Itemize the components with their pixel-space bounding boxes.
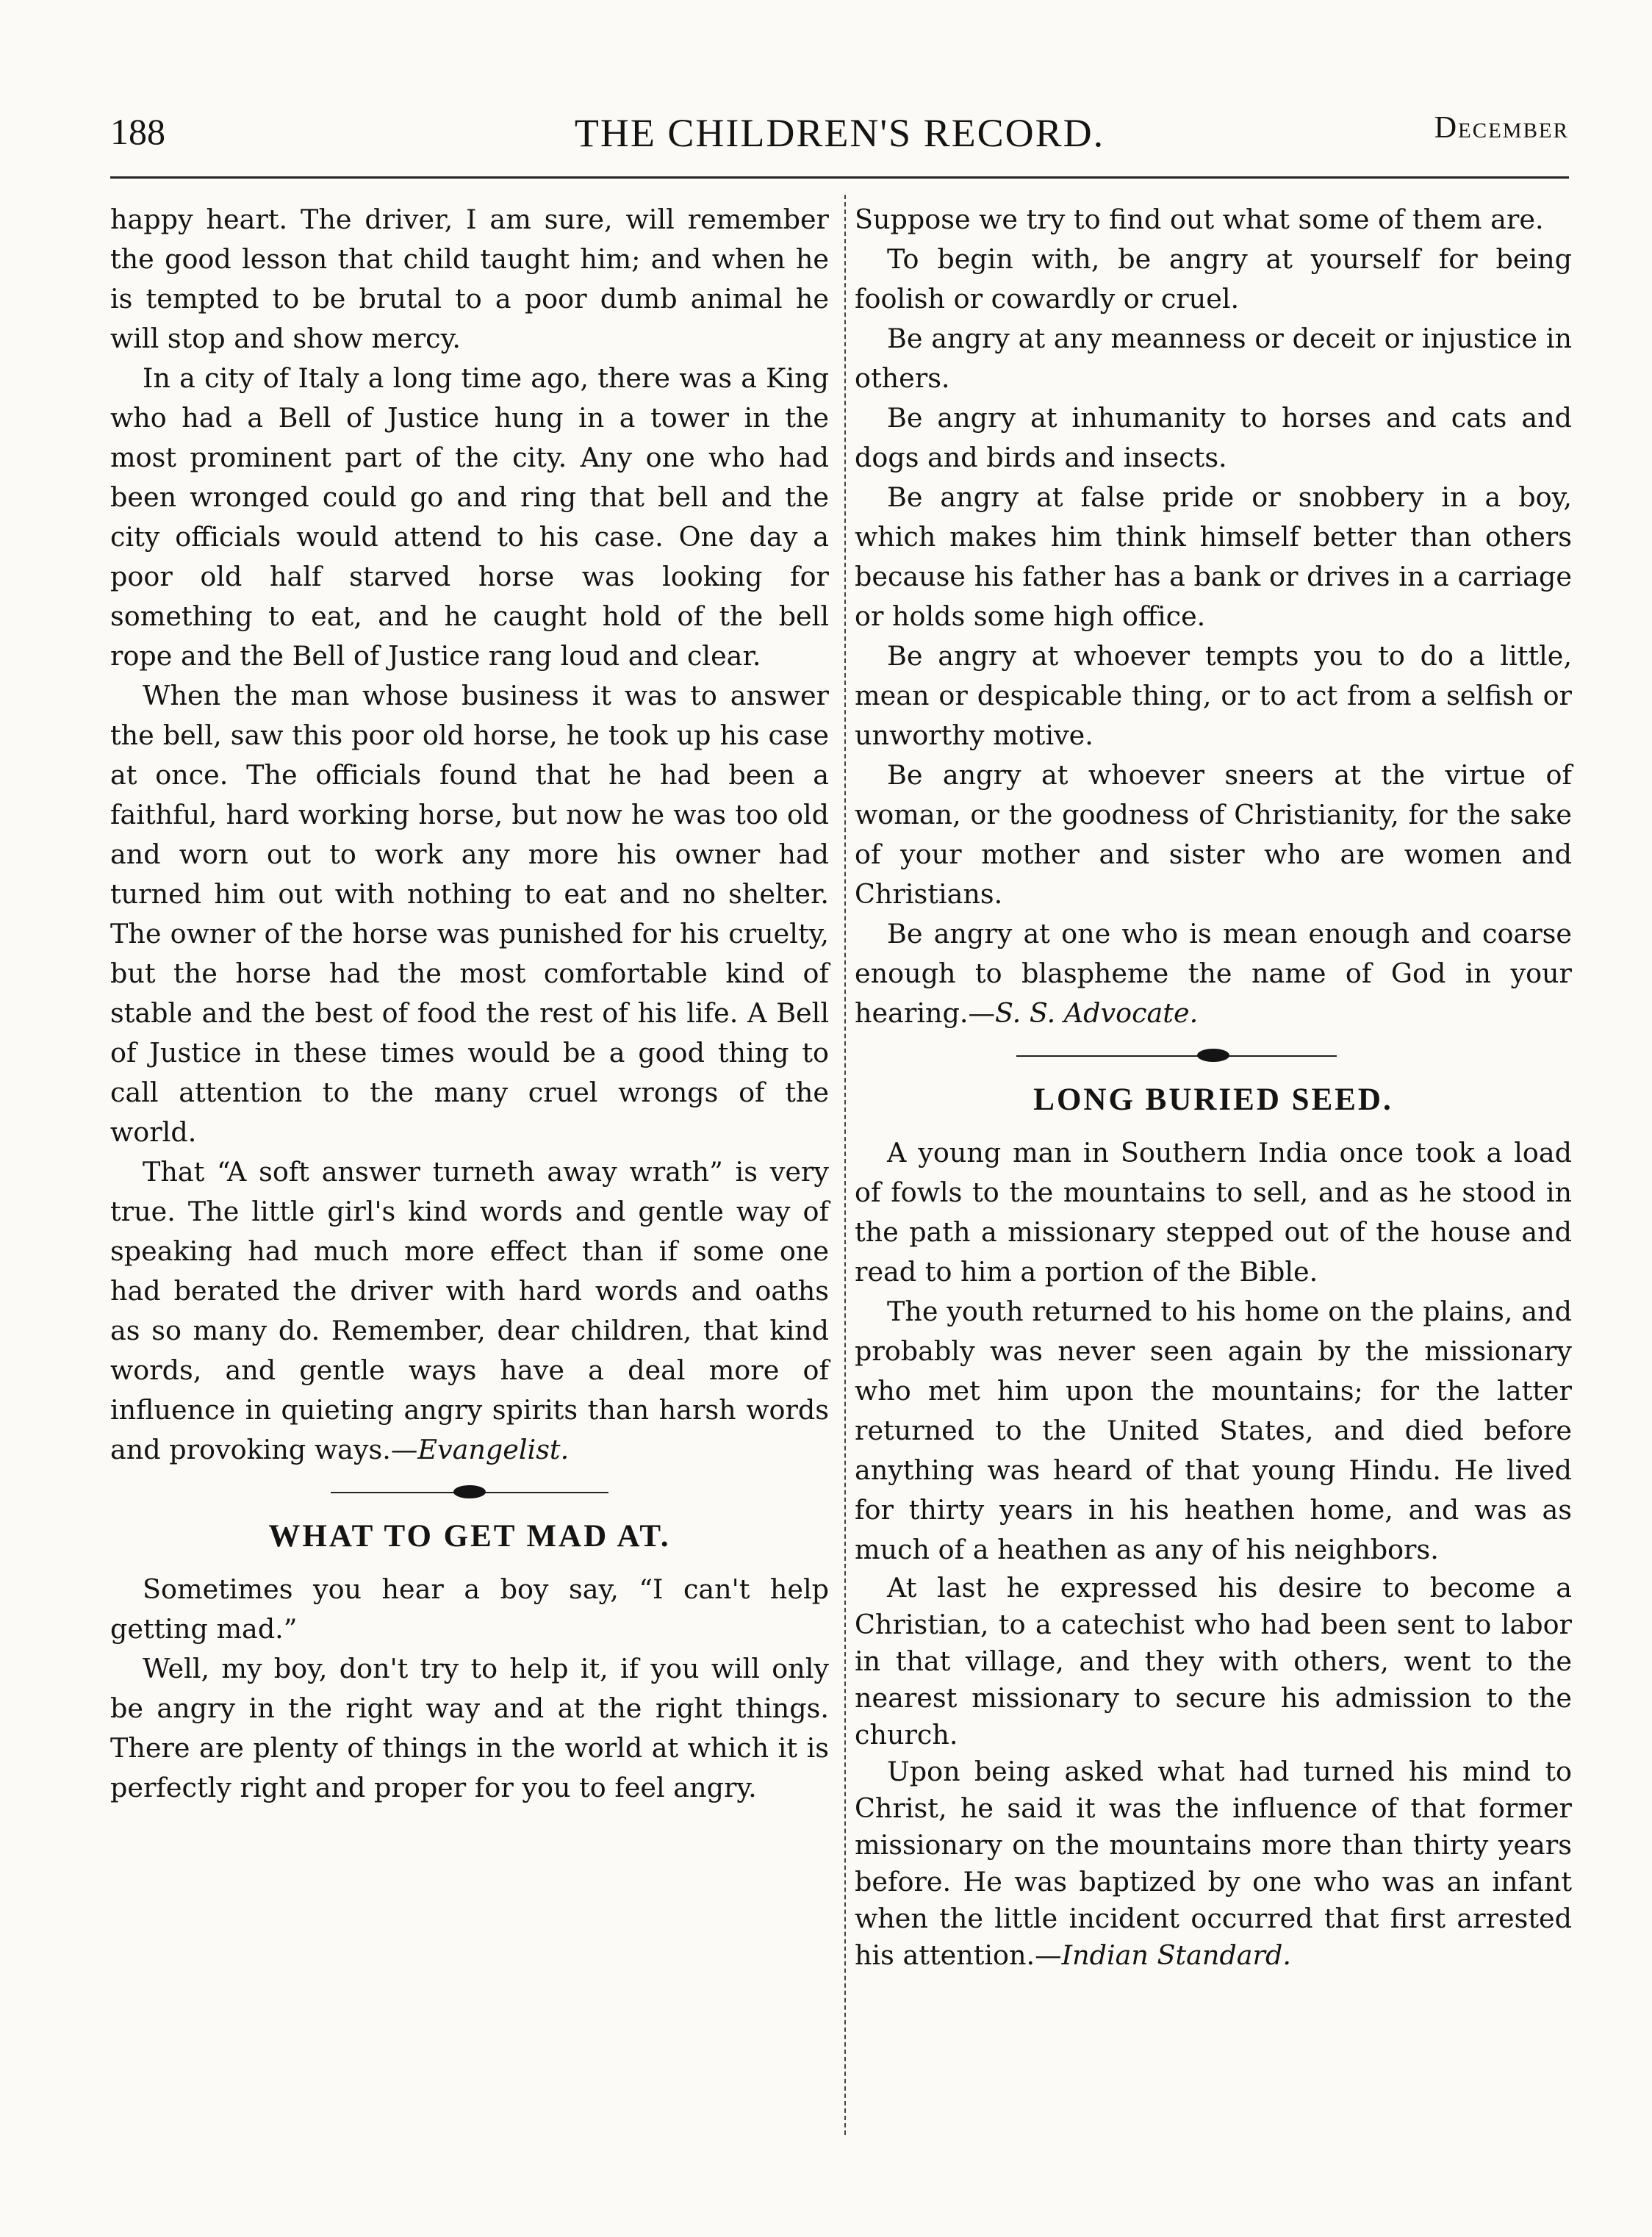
separator-line [1016,1055,1337,1057]
column-divider [844,195,846,2135]
ornament-icon [453,1485,486,1498]
paragraph: Be angry at whoever sneers at the virtue of woman, or the goodness of Christianity, for the sake of your mother and sister who are women and Christians. [855,759,1572,910]
ornament-icon [1197,1049,1229,1062]
paragraph: A young man in Southern India once took a load of fowls to the mountains to sell, and as he stood in the path a missionary stepped out of the house and read to him a portion of the Bible. [855,1137,1572,1288]
paragraph: Be angry at any meanness or deceit or injustice in others. [855,323,1572,394]
paragraph: Suppose we try to find out what some of them are. [855,204,1544,235]
paragraph-text: Upon being asked what had turned his mind to Christ, he said it was the influence of that former missionary on the mountains more than thirty years before. He was baptized by one who was an infant when the little incident occurred that first arrested his attention.— [855,1756,1572,1971]
running-head [110,110,1569,162]
source-credit: Indian Standard. [1061,1939,1291,1971]
paragraph [855,1753,1572,1974]
section-separator [855,1033,1572,1077]
paragraph [110,1152,829,1470]
source-credit: Evangelist. [417,1434,570,1465]
header-rule [110,176,1569,179]
paragraph: The youth returned to his home on the plains, and probably was never seen again by the missionary who met him upon the mountains; for the latter returned to the United States, and died before anything was heard of that young Hindu. He lived for thirty years in his heathen home, and was as much of a heathen as any of his neighbors. [855,1296,1572,1565]
paragraph-text: That “A soft answer turneth away wrath” is very true. The little girl's kind words and gentle way of speaking had much more effect than if some one had berated the driver with hard words and oaths as so many do. Remember, dear children, that kind words, and gentle ways have a deal more of influence in quieting angry spirits than harsh words and provoking ways.— [110,1156,829,1465]
paragraph: To begin with, be angry at yourself for being foolish or cowardly or cruel. [855,243,1572,315]
paragraph: happy heart. The driver, I am sure, will remember the good lesson that child taught him; and when he is tempted to be brutal to a poor dumb animal he will stop and show mercy. [110,204,829,354]
paragraph: In a city of Italy a long time ago, there was a King who had a Bell of Justice hung in a tower in the most prominent part of the city. Any one who had been wronged could go and ring that bell and the city officials would attend to his case. One day a poor old half starved horse was looking for something to eat, and he caught hold of the bell rope and the Bell of Justice rang loud and clear. [110,362,829,672]
paragraph [855,914,1572,1033]
source-credit: S. S. Advocate. [994,997,1199,1029]
right-column [855,200,1572,1974]
journal-title: THE CHILDREN'S RECORD. [574,111,1105,155]
paragraph: Well, my boy, don't try to help it, if you will only be angry in the right way and at the right things. There are plenty of things in the world at which it is perfectly right and proper for you to feel angry. [110,1653,829,1803]
paragraph-text: Be angry at one who is mean enough and coarse enough to blaspheme the name of God in your hearing.— [855,918,1572,1029]
page-number: 188 [110,111,165,152]
paragraph: When the man whose business it was to answer the bell, saw this poor old horse, he took up his case at once. The officials found that he had been a faithful, hard working horse, but now he was too old and worn out to work any more his owner had turned him out with nothing to eat and no shelter. The owner of the horse was punished for his cruelty, but the horse had the most comfortable kind of stable and the best of food the rest of his life. A Bell of Justice in these times would be a good thing to call attention to the many cruel wrongs of the world. [110,680,829,1148]
issue-month: December [1434,111,1569,145]
paragraph: Sometimes you hear a boy say, “I can't help getting mad.” [110,1573,829,1645]
section-title: LONG BURIED SEED. [1033,1082,1393,1117]
section-title: WHAT TO GET MAD AT. [268,1519,671,1554]
section-separator [110,1470,829,1514]
left-column [110,200,829,1808]
paragraph: At last he expressed his desire to become a Christian, to a catechist who had been sent to labor in that village, and they with others, went to the nearest missionary to secure his admission to the church. [855,1572,1572,1751]
paragraph: Be angry at inhumanity to horses and cats and dogs and birds and insects. [855,402,1572,473]
paragraph: Be angry at whoever tempts you to do a little, mean or despicable thing, or to act from a selfish or unworthy motive. [855,640,1572,751]
paragraph: Be angry at false pride or snobbery in a boy, which makes him think himself better than others because his father has a bank or drives in a carriage or holds some high office. [855,481,1572,632]
